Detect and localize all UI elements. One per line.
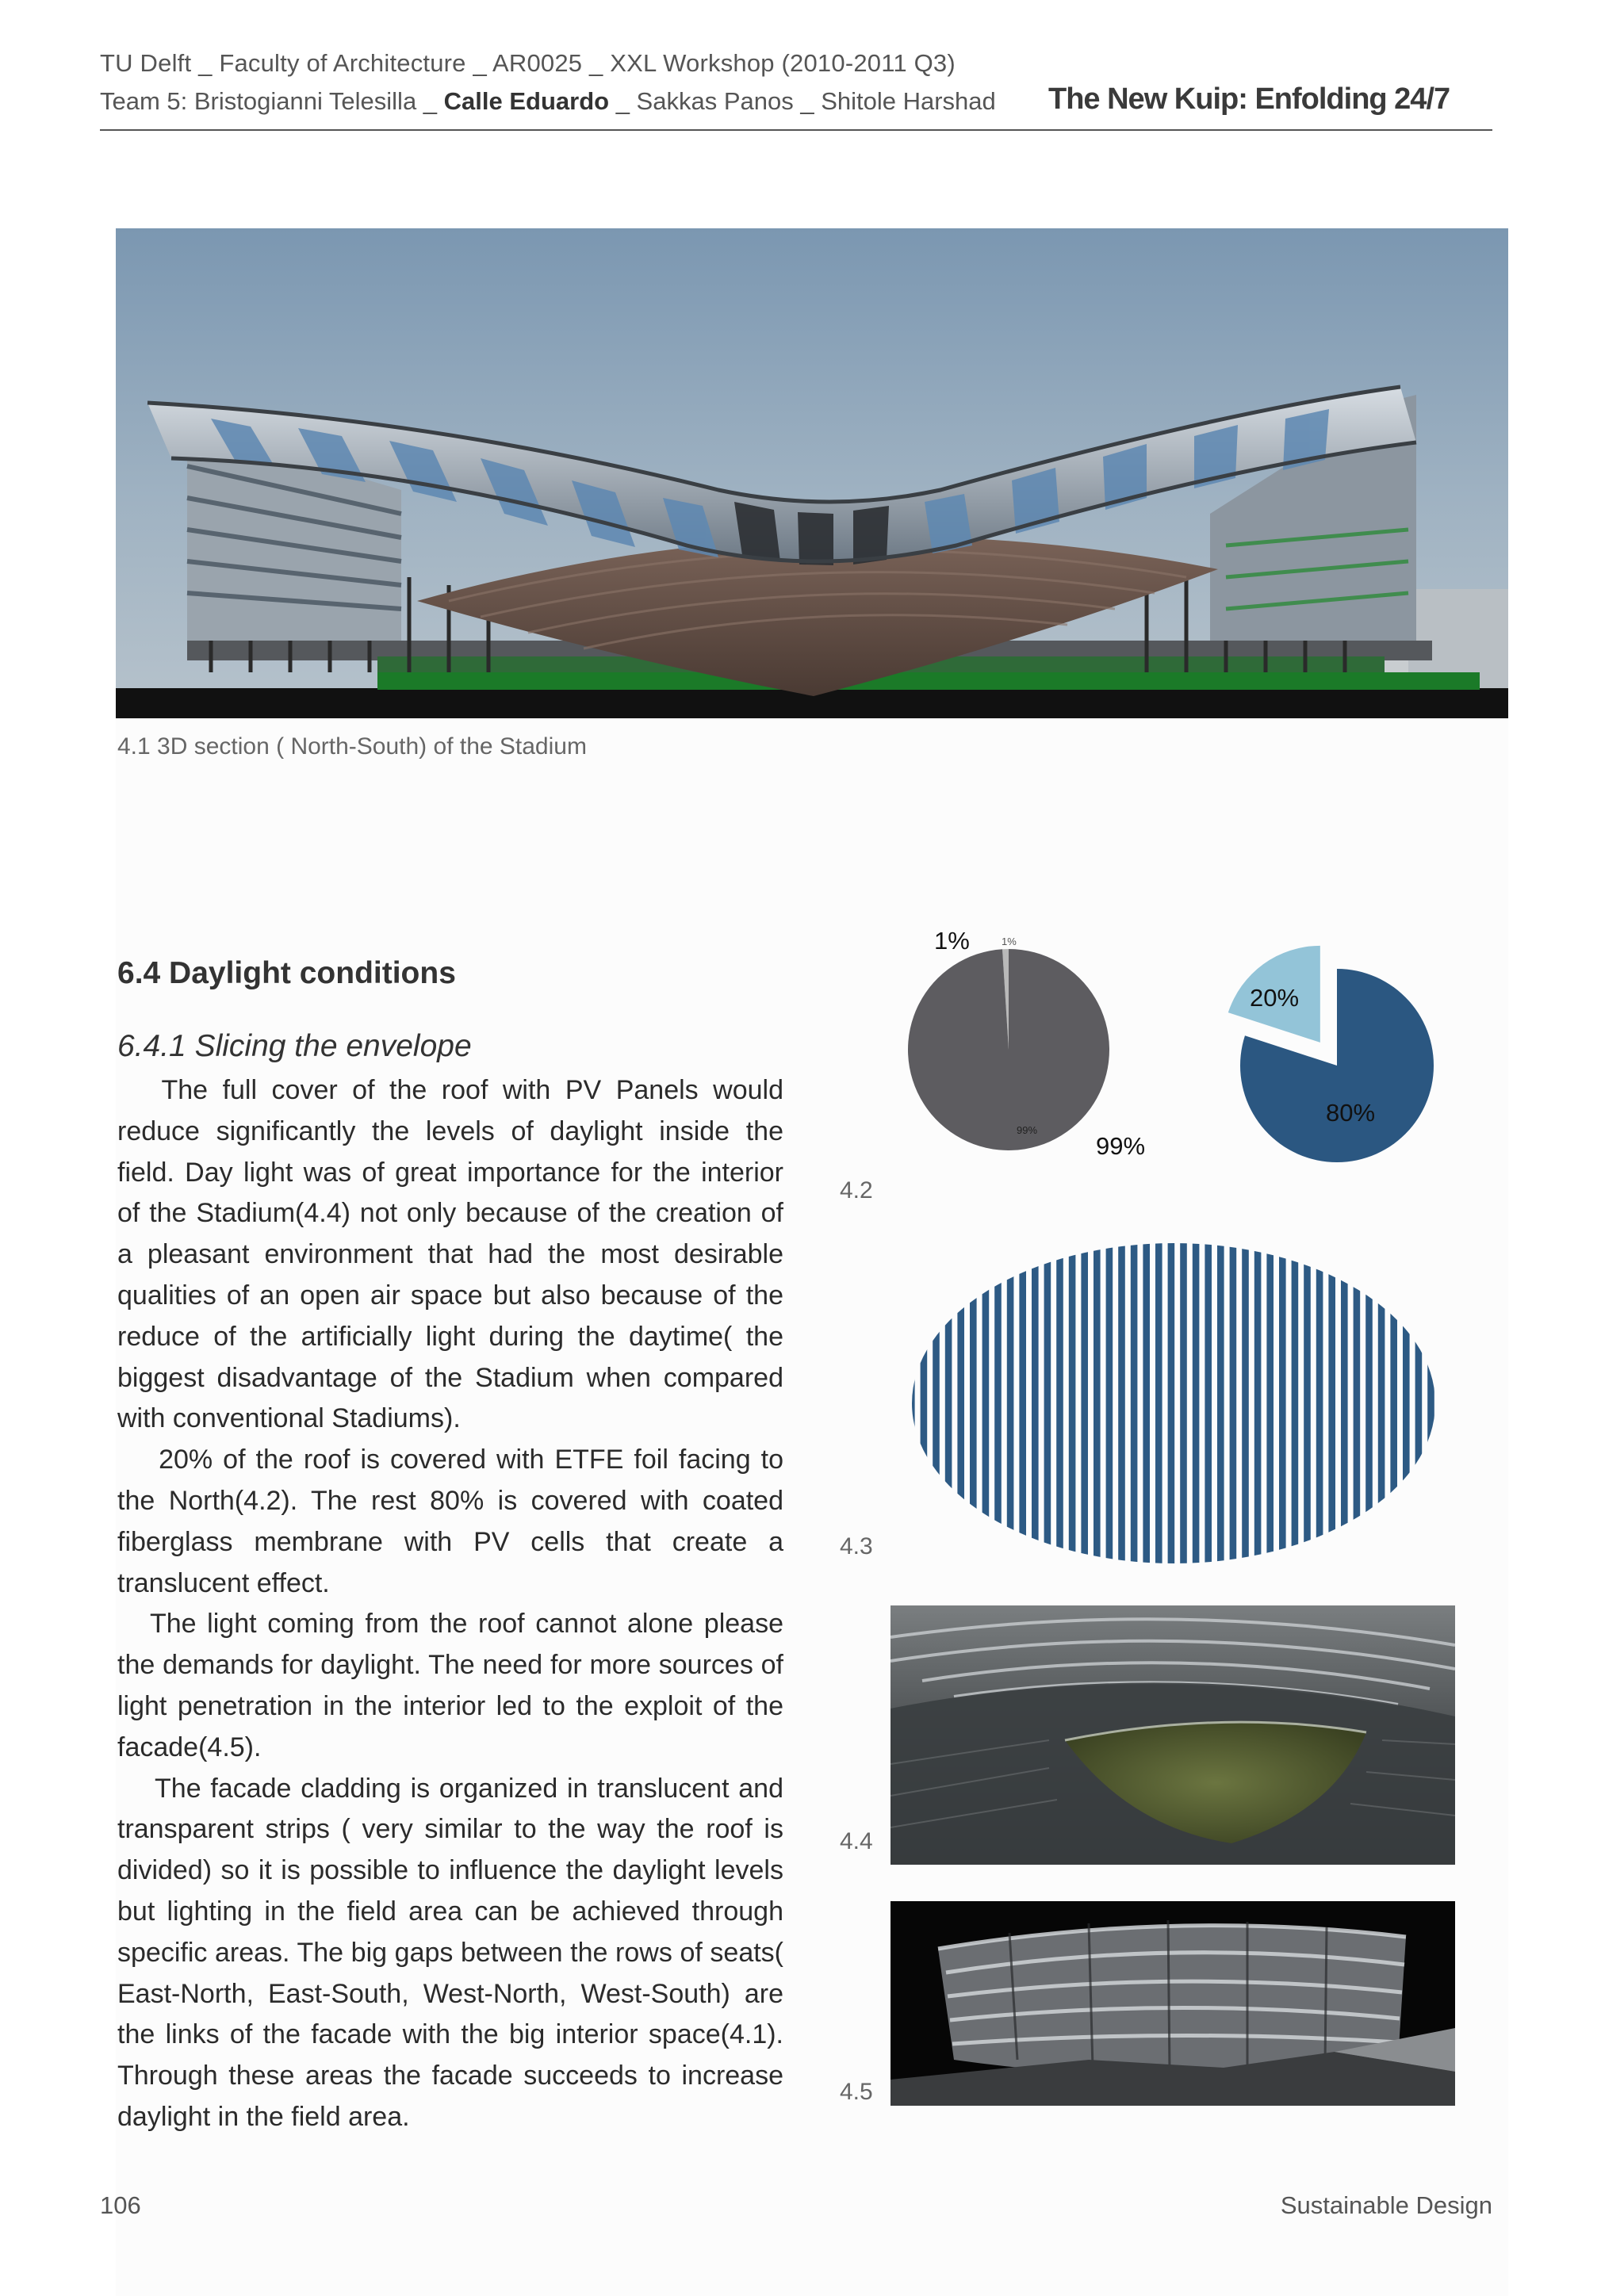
figure-4-2-label: 4.2 [840, 1177, 873, 1203]
roof-stripe [1168, 1241, 1175, 1566]
figure-4-3-label: 4.3 [840, 1533, 873, 1559]
figure-4-4-label: 4.4 [840, 1828, 873, 1854]
document-title: The New Kuip: Enfolding 24/7 [1048, 82, 1450, 116]
roof-stripe [1341, 1241, 1348, 1566]
pie-chart-2 [1228, 946, 1434, 1162]
roof-stripe [933, 1241, 940, 1566]
roof-stripe [1205, 1241, 1212, 1566]
roof-stripe [1292, 1241, 1299, 1566]
exterior-render-graphic [891, 1901, 1455, 2106]
section-heading: 6.4 Daylight conditions [117, 956, 456, 990]
roof-stripe [1415, 1241, 1423, 1566]
roof-stripe [1378, 1241, 1385, 1566]
roof-stripe [1131, 1241, 1138, 1566]
roof-stripe [1155, 1241, 1162, 1566]
figure-4-2-pie-charts [841, 912, 1491, 1189]
roof-stripe [1019, 1241, 1026, 1566]
roof-stripe [1316, 1241, 1323, 1566]
roof-stripe [1354, 1241, 1361, 1566]
roof-stripe [1143, 1241, 1150, 1566]
paragraph: The light coming from the roof cannot alone please the demands for daylight. The need for more sources of light penetration in the interior led to the exploit of the facade(4.5). [117, 1609, 783, 1762]
roof-stripe [1390, 1241, 1397, 1566]
body-text [117, 1070, 783, 2138]
roof-stripe [970, 1241, 977, 1566]
pie1-inner-label-small: 1% [1002, 936, 1017, 947]
roof-stripe [945, 1241, 952, 1566]
pie1-outer-label-large: 99% [1096, 1132, 1146, 1160]
roof-stripe [1007, 1241, 1014, 1566]
pie1-slice-1 [908, 949, 1109, 1150]
header-course-line: TU Delft _ Faculty of Architecture _ AR0025 _ XXL Workshop (2010-2011 Q3) [100, 49, 956, 77]
team-prefix: Team 5: Bristogianni Telesilla _ [100, 87, 444, 115]
figure-4-5-label: 4.5 [840, 2079, 873, 2105]
roof-stripe [1304, 1241, 1311, 1566]
roof-stripe [1032, 1241, 1039, 1566]
roof-stripe [1365, 1241, 1373, 1566]
roof-stripe [1094, 1241, 1101, 1566]
roof-stripe [982, 1241, 990, 1566]
roof-stripe [1266, 1241, 1274, 1566]
paragraph: 20% of the roof is covered with ETFE foil facing to the North(4.2). The rest 80% is covered with coated fiberglass membrane with PV cells that create a translucent effect. [117, 1445, 783, 1598]
roof-stripe [1254, 1241, 1262, 1566]
stadium-render-graphic [116, 228, 1508, 718]
pie2-label-large: 80% [1326, 1099, 1376, 1127]
subsection-heading: 6.4.1 Slicing the envelope [117, 1029, 472, 1063]
paragraph: The full cover of the roof with PV Panels would reduce significantly the levels of daylight inside the field. Day light was of great importance for the interior of the Stadium(4.4) not only because of the creation of a pleasant environment that had the most desirable qualities of an open air space but also because of the reduce of the artificially light during the daytime( the biggest disadvantage of the Stadium when compared with conventional Stadiums). [117, 1075, 783, 1434]
roof-stripe [1427, 1241, 1434, 1566]
pie2-label-small: 20% [1250, 984, 1300, 1012]
roof-stripe [1106, 1241, 1113, 1566]
roof-stripe-group [908, 1241, 1434, 1566]
paragraph: The facade cladding is organized in translucent and transparent strips ( very similar to the way the roof is divided) so it is possible to influence the daylight levels but lighting in the field area can be achieved through specific areas. The big gaps between the rows of seats( East-North, East-South, West-North, West-South) are the links of the facade with the big interior space(4.1). Through these areas the facade succeeds to increase daylight in the field area. [117, 1773, 783, 2132]
roof-stripe [1193, 1241, 1200, 1566]
roof-stripe [1217, 1241, 1224, 1566]
pie1-outer-label-small: 1% [934, 927, 970, 955]
stadium-section-render [116, 228, 1508, 718]
header-team-line [100, 87, 996, 116]
pie1-inner-label-large: 99% [1017, 1124, 1038, 1136]
roof-stripe [1044, 1241, 1051, 1566]
roof-stripe [1069, 1241, 1076, 1566]
roof-stripe [1403, 1241, 1410, 1566]
roof-stripe [1328, 1241, 1335, 1566]
figure-4-5-exterior-render [891, 1901, 1455, 2106]
roof-stripe [921, 1241, 928, 1566]
roof-stripe [1279, 1241, 1286, 1566]
roof-stripe [1230, 1241, 1237, 1566]
roof-stripe [1081, 1241, 1088, 1566]
roof-stripe [1242, 1241, 1249, 1566]
roof-stripe [957, 1241, 964, 1566]
pie-charts-graphic [841, 912, 1491, 1189]
roof-stripe [994, 1241, 1002, 1566]
footer-section-name: Sustainable Design [1280, 2191, 1492, 2219]
figure-4-4-interior-render [891, 1605, 1455, 1865]
figure-4-1-caption: 4.1 3D section ( North-South) of the Stadium [117, 733, 587, 760]
roof-stripe [1180, 1241, 1187, 1566]
pie-chart-1 [908, 949, 1109, 1150]
roof-stripe [908, 1241, 915, 1566]
roof-stripe [1056, 1241, 1063, 1566]
roof-stripes-graphic [908, 1241, 1439, 1566]
header-divider [100, 129, 1492, 131]
team-bold-name: Calle Eduardo [443, 87, 610, 115]
interior-render-graphic [891, 1605, 1455, 1865]
roof-stripe [1118, 1241, 1125, 1566]
team-suffix: _ Sakkas Panos _ Shitole Harshad [609, 87, 996, 115]
figure-4-3-roof-stripes [908, 1241, 1439, 1566]
page-number: 106 [100, 2191, 141, 2219]
